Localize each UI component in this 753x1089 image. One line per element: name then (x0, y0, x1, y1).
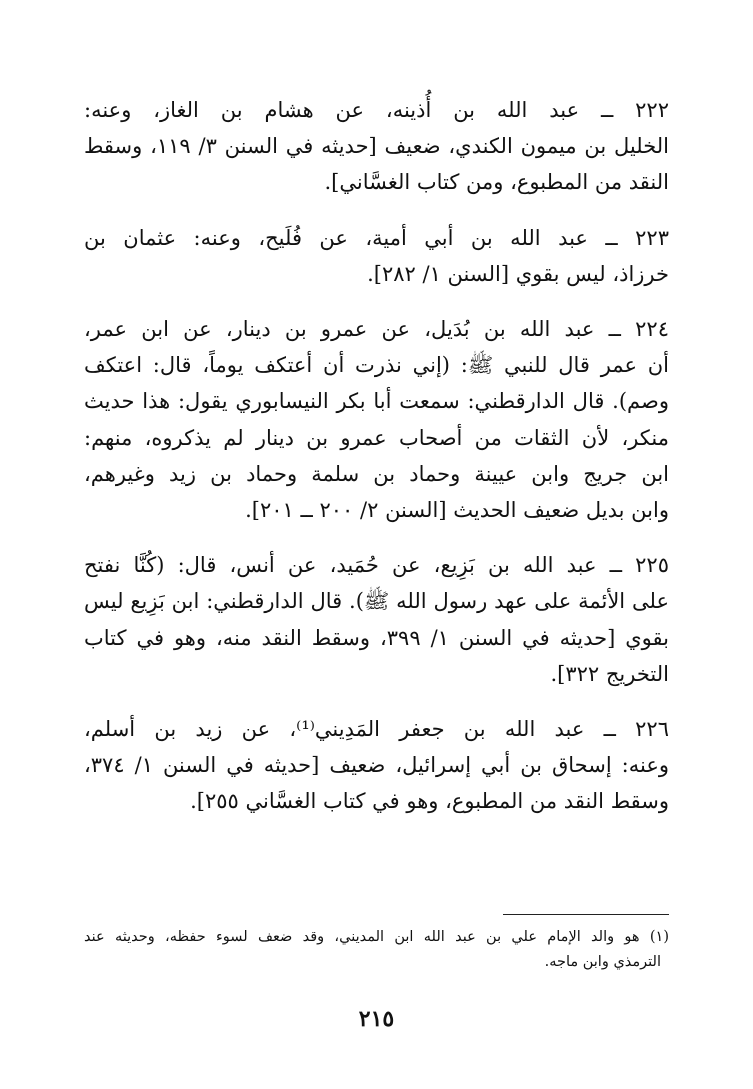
entry-line: التخريج ٣٢٢]. (550, 661, 669, 686)
entry-226 (84, 711, 669, 820)
footnote-line: الترمذي وابن ماجه. (544, 954, 661, 970)
entry-line: وعنه: إسحاق بن أبي إسرائيل، ضعيف [حديثه في السنن ١/ ٣٧٤، (84, 753, 669, 778)
entry-line: النقد من المطبوع، ومن كتاب الغسَّاني]. (324, 170, 669, 195)
entry-line: خرزاذ، ليس بقوي [السنن ١/ ٢٨٢]. (367, 261, 669, 286)
page-number: ٢١٥ (358, 1006, 395, 1032)
footnote-1 (84, 925, 669, 975)
entry-line: وسقط النقد من المطبوع، وهو في كتاب الغسَّاني ٢٥٥]. (190, 789, 669, 814)
entry-line: بقوي [حديثه في السنن ١/ ٣٩٩، وسقط النقد منه، وهو في كتاب (84, 625, 669, 650)
entry-line: أن عمر قال للنبي ﷺ: (إني نذرت أن أعتكف يوماً، قال: اعتكف (84, 353, 669, 378)
entry-line: ٢٢٥ ــ عبد الله بن بَزِيع، عن حُمَيد، عن أنس، قال: (كُنَّا نفتح (84, 553, 669, 578)
entry-line: ٢٢٤ ــ عبد الله بن بُدَيل، عن عمرو بن دينار، عن ابن عمر، (84, 317, 669, 342)
entry-222 (84, 92, 669, 201)
entry-line: الخليل بن ميمون الكندي، ضعيف [حديثه في السنن ٣/ ١١٩، وسقط (84, 134, 669, 159)
entry-line: وابن بديل ضعيف الحديث [السنن ٢/ ٢٠٠ ــ ٢٠١]. (245, 498, 669, 523)
footnotes-section (84, 914, 669, 975)
entry-line: ٢٢٣ ــ عبد الله بن أبي أمية، عن فُلَيح، وعنه: عثمان بن (84, 225, 669, 250)
footnote-divider (503, 914, 669, 915)
entry-line: ٢٢٢ ــ عبد الله بن أُذينه، عن هشام بن الغاز، وعنه: (84, 98, 669, 122)
entry-line: منكر، لأن الثقات من أصحاب عمرو بن دينار لم يذكروه، منهم: (84, 425, 669, 450)
entry-line: ٢٢٦ ــ عبد الله بن جعفر المَدِيني⁽¹⁾، عن زيد بن أسلم، (84, 717, 669, 742)
entry-line: وصم). قال الدارقطني: سمعت أبا بكر النيسابوري يقول: هذا حديث (84, 389, 669, 414)
entry-223 (84, 220, 669, 292)
entry-line: على الأئمة على عهد رسول الله ﷺ). قال الدارقطني: ابن بَزِيع ليس (84, 589, 669, 614)
footnote-line: (١) هو والد الإمام علي بن عبد الله ابن المديني، وقد ضعف لسوء حفظه، وحديثه عند (84, 929, 669, 945)
entry-225 (84, 547, 669, 692)
entry-224 (84, 311, 669, 528)
entry-line: ابن جريج وابن عيينة وحماد بن سلمة وحماد بن زيد وغيرهم، (84, 461, 669, 486)
